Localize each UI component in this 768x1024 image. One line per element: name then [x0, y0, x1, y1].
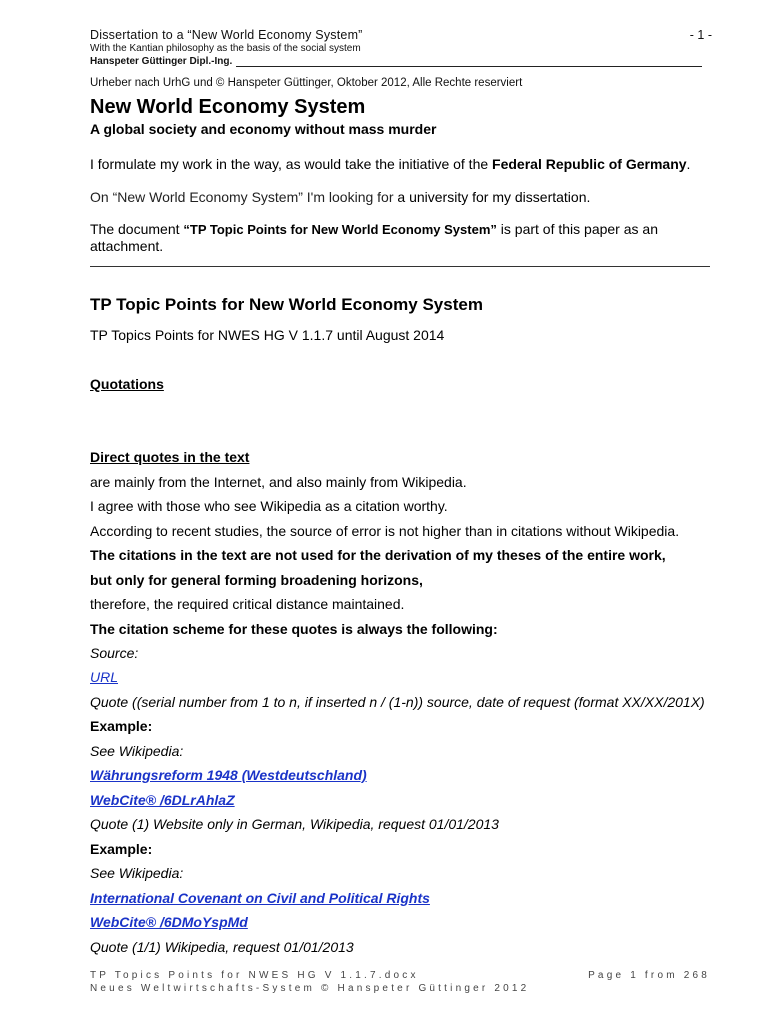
header-rule — [236, 66, 702, 67]
body-line-6: therefore, the required critical distance maintained. — [90, 596, 405, 612]
see-wikipedia-1: See Wikipedia: — [90, 743, 184, 759]
intro-p3-end: is part of this paper as an attachment. — [90, 221, 658, 254]
example-label-1: Example: — [90, 718, 153, 734]
section-separator — [90, 266, 710, 267]
body-line-7: The citation scheme for these quotes is always the following: — [90, 621, 498, 637]
url-link[interactable]: URL — [90, 669, 119, 685]
header-title: Dissertation to a “New World Economy System” — [90, 28, 363, 42]
body-line-1: are mainly from the Internet, and also mainly from Wikipedia. — [90, 474, 467, 490]
link-row-1 — [90, 767, 715, 784]
body-line-2: I agree with those who see Wikipedia as a citation worthy. — [90, 498, 448, 514]
section-title: TP Topic Points for New World Economy System — [90, 295, 483, 314]
intro-p1-bold: Federal Republic of Germany — [492, 156, 687, 172]
intro-p1-end: . — [686, 156, 691, 172]
webcite-link-2[interactable]: WebCite® /6DMoYspMd — [90, 914, 248, 930]
version-line: TP Topics Points for NWES HG V 1.1.7 until August 2014 — [90, 327, 445, 343]
intro-paragraph-3 — [90, 221, 700, 255]
intro-p1-text: I formulate my work in the way, as would take the initiative of the — [90, 156, 493, 172]
copyright-notice: Urheber nach UrhG und © Hanspeter Güttinger, Oktober 2012, Alle Rechte reserviert — [90, 77, 523, 89]
footer-page-count: Page 1 from 268 — [588, 970, 710, 981]
webcite-row-1 — [90, 792, 715, 809]
quotations-heading: Quotations — [90, 376, 164, 392]
intro-p2-end: a university for my dissertation. — [393, 189, 591, 205]
see-wikipedia-2: See Wikipedia: — [90, 865, 184, 881]
quote-line-1: Quote (1) Website only in German, Wikipedia, request 01/01/2013 — [90, 816, 499, 832]
url-row — [90, 669, 715, 686]
direct-quotes-heading: Direct quotes in the text — [90, 449, 250, 465]
intro-p2-text: On “New World Economy System” I'm looking for — [90, 189, 394, 205]
wikipedia-link-waehrungsreform[interactable]: Währungsreform 1948 (Westdeutschland) — [90, 767, 367, 783]
header-page-number: - 1 - — [689, 28, 712, 42]
footer-copyright: Neues Weltwirtschafts-System © Hanspeter Güttinger 2012 — [90, 983, 530, 994]
link-row-2 — [90, 890, 715, 907]
quote-line-2: Quote (1/1) Wikipedia, request 01/01/2013 — [90, 939, 354, 955]
header-subtitle: With the Kantian philosophy as the basis of the social system — [90, 43, 361, 54]
intro-p3-bold: “TP Topic Points for New World Economy System” — [183, 222, 497, 237]
quote-scheme: Quote ((serial number from 1 to n, if inserted n / (1-n)) source, date of request (format XX/XX/201X) — [90, 694, 705, 710]
body-line-3: According to recent studies, the source of error is not higher than in citations without Wikipedia. — [90, 523, 680, 539]
body-line-5: but only for general forming broadening horizons, — [90, 572, 423, 588]
document-title: New World Economy System — [90, 96, 366, 118]
body-line-4: The citations in the text are not used for the derivation of my theses of the entire work, — [90, 547, 666, 563]
intro-paragraph-1 — [90, 156, 715, 173]
footer-filename: TP Topics Points for NWES HG V 1.1.7.docx — [90, 970, 419, 981]
header-author: Hanspeter Güttinger Dipl.-Ing. — [90, 56, 233, 67]
source-label: Source: — [90, 645, 139, 661]
webcite-row-2 — [90, 914, 715, 931]
wikipedia-link-iccpr[interactable]: International Covenant on Civil and Political Rights — [90, 890, 430, 906]
intro-paragraph-2 — [90, 189, 715, 206]
example-label-2: Example: — [90, 841, 153, 857]
intro-p3-text: The document — [90, 221, 184, 237]
document-subtitle: A global society and economy without mass murder — [90, 121, 437, 137]
webcite-link-1[interactable]: WebCite® /6DLrAhlaZ — [90, 792, 235, 808]
